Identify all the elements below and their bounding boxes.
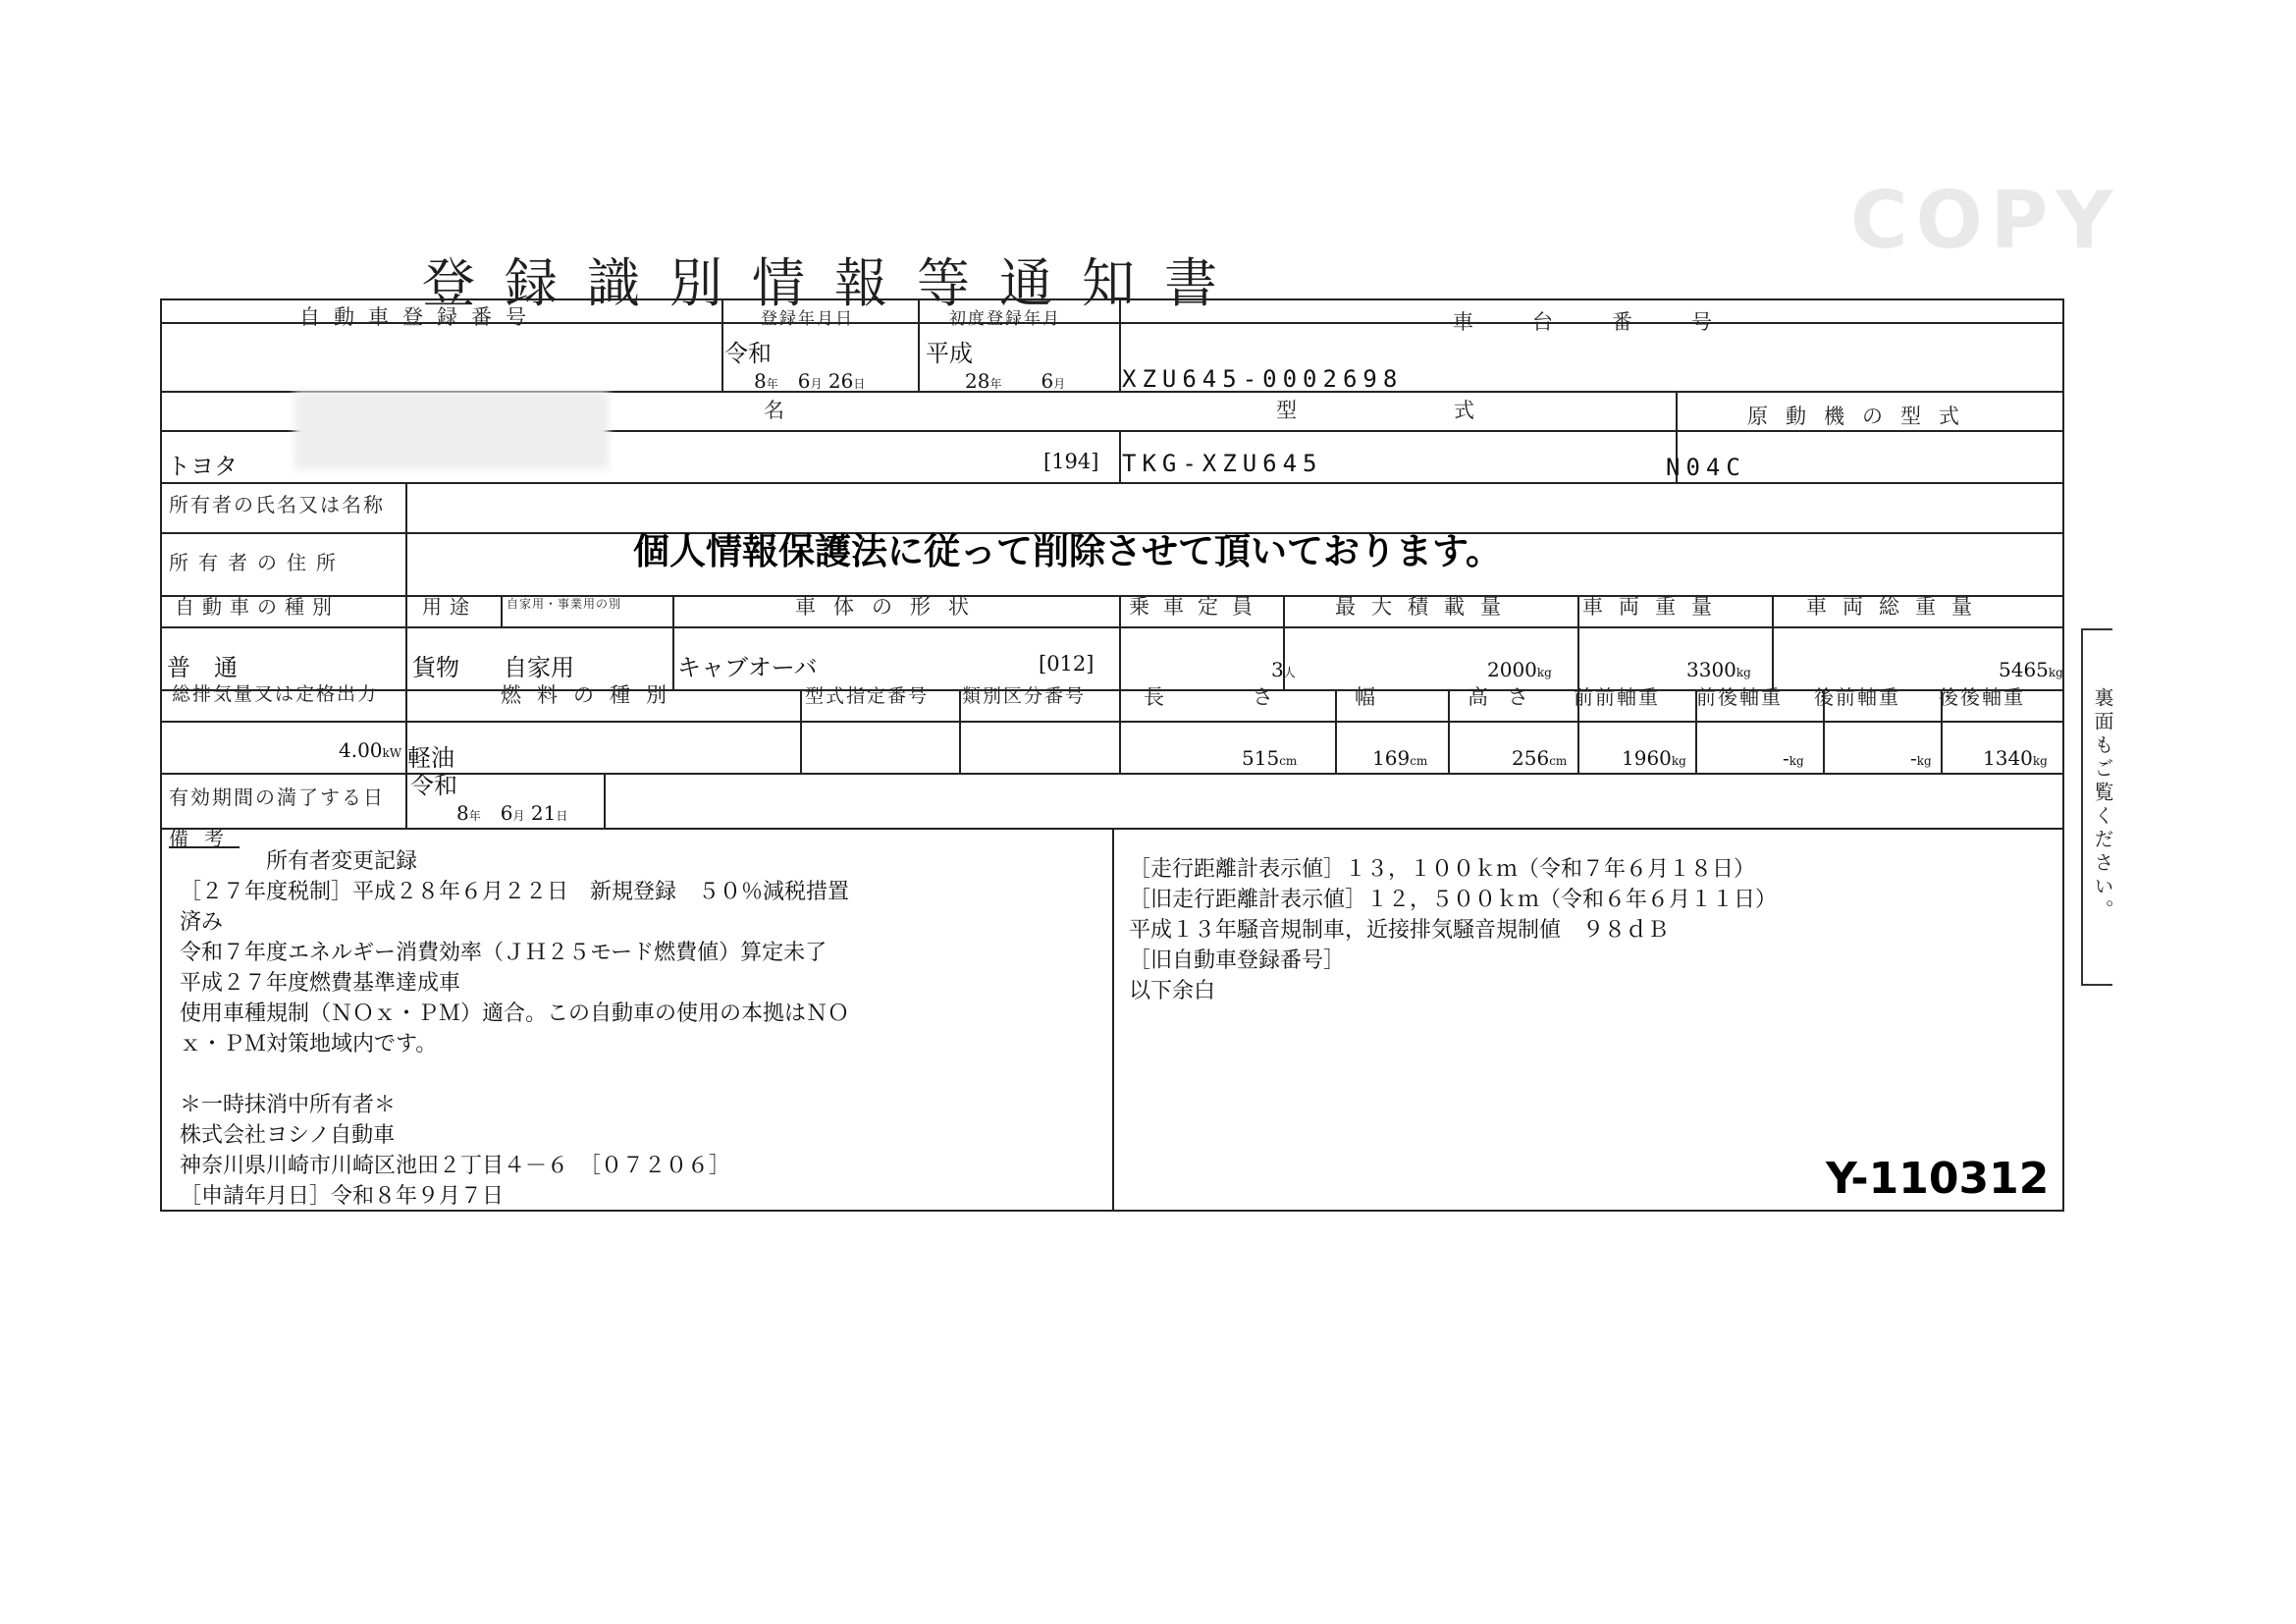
chassis-number-value: XZU645-0002698 [1122,365,1404,393]
remarks-line: 済み [180,910,224,935]
header-max-load: 最大積載量 [1335,595,1517,619]
header-capacity: 乗車定員 [1129,595,1266,619]
remarks-line: ｘ・ＰＭ対策地域内です。 [180,1032,438,1056]
remarks-line: ［旧自動車登録番号］ [1129,948,1346,973]
rule [501,595,503,626]
rr-axle-value: 1340kg [1983,746,2048,770]
redacted-car-name [294,391,609,469]
rule [162,721,2062,723]
copy-watermark: COPY [1850,175,2121,266]
header-ff-axle: 前前軸重 [1574,685,1660,709]
header-model: 型式 [1276,399,1631,422]
remarks-line: 以下余白 [1129,979,1216,1003]
rule [1112,828,1114,1210]
remarks-right [1129,854,1777,1006]
remarks-line: 平成１３年騒音規制車，近接排気騒音規制値 ９８ｄＢ [1129,918,1670,943]
displacement-value: 4.00kW [339,738,402,762]
rule [405,482,407,595]
rule [800,689,802,773]
header-category-number: 類別区分番号 [962,685,1087,707]
private-business-value: 自家用 [504,654,574,681]
registration-era: 令和 [724,340,772,367]
height-value: 256cm [1512,746,1568,770]
body-code-value: [012] [1039,652,1095,676]
first-registration-value: 28年 6月 [965,369,1066,393]
engine-model-value: N04C [1666,454,1746,481]
remarks-line: ［旧走行距離計表示値］１２，５００ｋｍ（令和６年６月１１日） [1129,888,1778,912]
header-engine-model: 原動機の型式 [1747,405,1977,428]
rule [162,482,2062,484]
capacity-value: 3人 [1271,658,1296,681]
rule [1577,595,1579,689]
remarks-line: ［申請年月日］令和８年９月７日 [180,1184,505,1209]
document-title: 登録識別情報等通知書 [422,252,1247,314]
header-fuel-type: 燃料の種別 [501,683,682,707]
header-car-name-b: 名 [764,399,798,422]
rule [405,595,407,689]
header-expiry: 有効期間の満了する日 [169,785,385,809]
header-vehicle-weight: 車両重量 [1582,595,1728,619]
header-height: 高さ [1468,685,1548,709]
remarks-line: ［走行距離計表示値］１３，１００ｋｍ（令和７年６月１８日） [1129,857,1756,882]
remarks-left [180,846,849,1212]
width-value: 169cm [1372,746,1428,770]
remarks-line: 神奈川県川崎市川崎区池田２丁目４－６ ［０７２０６］ [180,1154,731,1178]
remarks-line: 平成２７年度燃費基準達成車 [180,971,461,996]
rule [604,773,606,828]
remarks-line [180,1059,849,1090]
vehicle-class-value: 普 通 [167,654,238,681]
model-value: TKG-XZU645 [1122,450,1323,477]
remarks-line: 株式会社ヨシノ自動車 [180,1123,396,1148]
header-owner-address: 所有者の住所 [169,551,346,574]
header-displacement: 総排気量又は定格出力 [172,683,379,705]
header-first-registration: 初度登録年月 [949,309,1061,329]
header-rr-axle: 後後軸重 [1939,685,2025,709]
usage-value: 貨物 [412,654,459,681]
remarks-line: 令和７年度エネルギー消費効率（ＪＨ２５モード燃費値）算定未了 [180,941,828,965]
header-body-shape: 車体の形状 [795,595,987,619]
header-fr-axle: 前後軸重 [1696,685,1783,709]
rule [959,689,961,773]
rule [721,300,723,391]
fr-axle-value: -kg [1783,746,1804,770]
header-usage: 用途 [422,595,477,619]
maker-code-value: [194] [1043,450,1099,473]
first-registration-era: 平成 [926,340,973,367]
rule [1772,595,1774,689]
body-shape-value: キャブオーバ [677,654,818,681]
gross-weight-value: 5465kg [1999,658,2063,681]
expiry-era: 令和 [410,772,457,799]
privacy-notice: 個人情報保護法に従って削除させて頂いております。 [633,530,1503,572]
rule [405,773,407,828]
header-registration-number: 自動車登録番号 [299,305,540,329]
header-type-designation: 型式指定番号 [805,685,930,707]
maker-value: トヨタ [167,453,238,480]
header-length: 長さ [1144,685,1362,709]
rule [1448,689,1450,773]
fuel-value: 軽油 [407,744,454,772]
header-remarks: 備考 [169,827,240,850]
remarks-line: ＊一時抹消中所有者＊ [180,1093,397,1117]
vehicle-weight-value: 3300kg [1686,658,1751,681]
rule [1119,689,1121,773]
length-value: 515cm [1242,746,1298,770]
reference-number: Y-110312 [1826,1154,2050,1204]
header-owner-name: 所有者の氏名又は名称 [169,493,385,516]
rule [1119,595,1121,689]
header-width: 幅 [1355,685,1389,709]
rf-axle-value: -kg [1910,746,1932,770]
header-gross-weight: 車両総重量 [1806,595,1988,619]
header-private-business: 自家用・事業用の別 [507,597,622,611]
registration-date-value: 8年 6月 26日 [754,369,866,393]
ff-axle-value: 1960kg [1622,746,1686,770]
header-chassis-number: 車台番号 [1453,310,1771,334]
header-registration-date: 登録年月日 [761,309,854,329]
rule [918,300,920,391]
header-vehicle-class: 自動車の種別 [175,595,340,619]
remarks-line: ［２７年度税制］平成２８年６月２２日 新規登録 ５０％減税措置 [180,880,850,904]
header-rf-axle: 後前軸重 [1814,685,1900,709]
max-load-value: 2000kg [1487,658,1552,681]
rule [1119,300,1121,391]
rule [1119,430,1121,482]
expiry-date-value: 8年 6月 21日 [456,801,568,825]
remarks-line: 所有者変更記録 [180,849,418,874]
remarks-line: 使用車種規制（ＮＯｘ・ＰＭ）適合。この自動車の使用の本拠はＮＯ [180,1001,850,1026]
rule [672,595,674,689]
rule [162,626,2062,628]
side-note: 裏面もご覧ください。 [2091,687,2114,923]
